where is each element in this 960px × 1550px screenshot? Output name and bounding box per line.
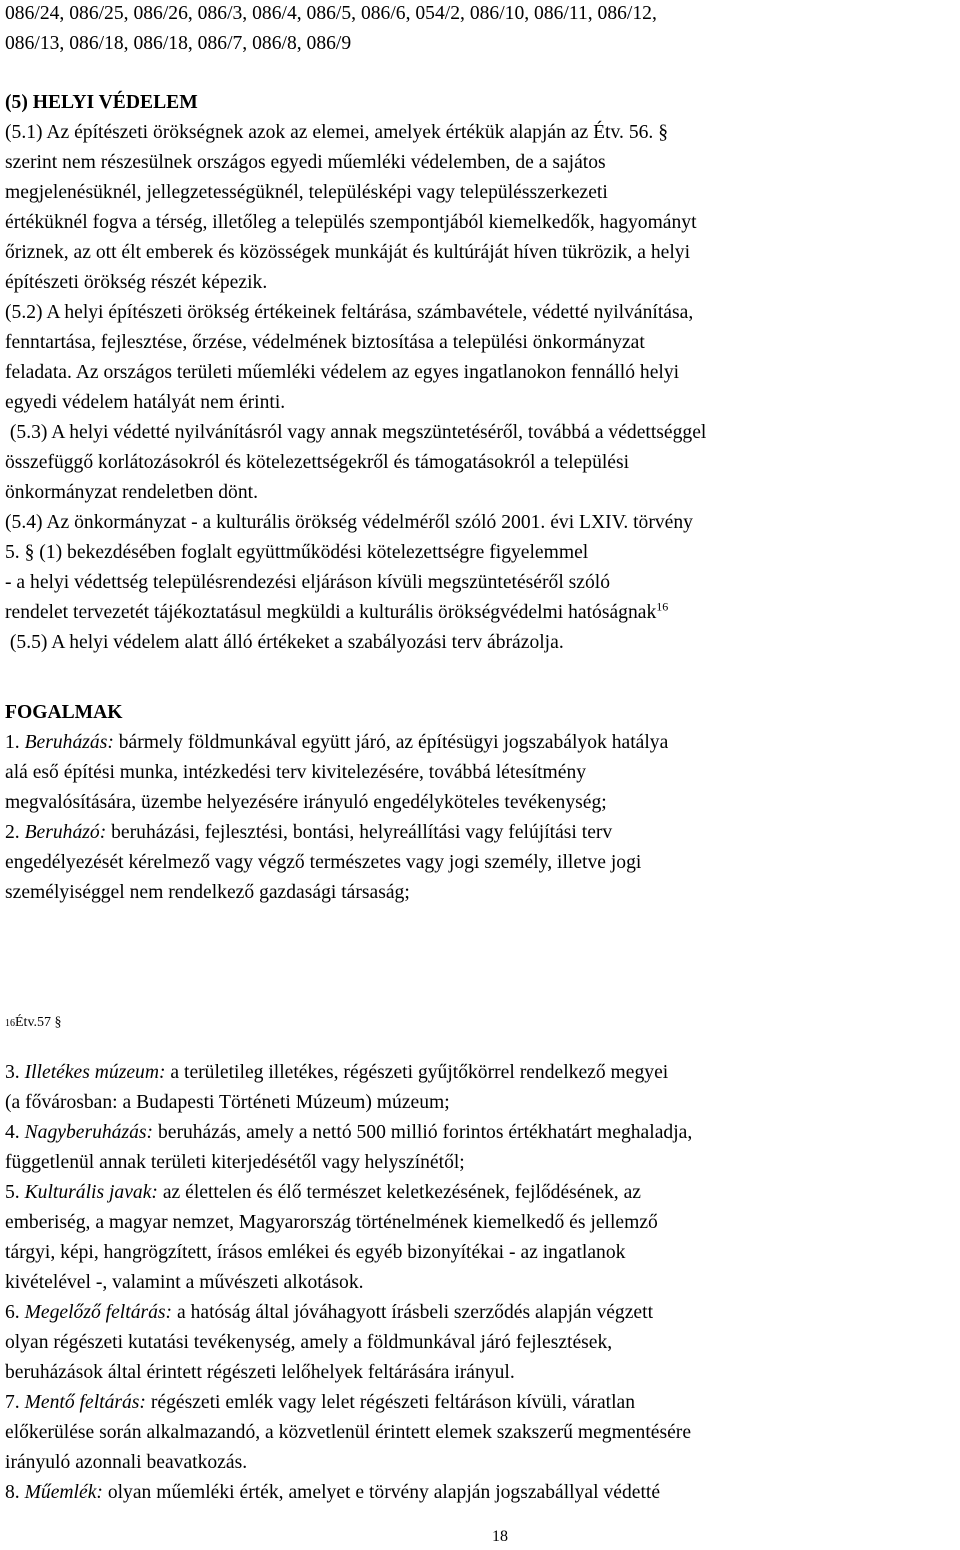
item-number: 3. — [5, 1062, 25, 1083]
defined-term: Illetékes múzeum: — [24, 1062, 166, 1083]
line-text: emberiség, a magyar nemzet, Magyarország történelmének kiemelkedő és jellemző — [5, 1212, 658, 1233]
line-text: beruházás, amely a nettó 500 millió forintos értékhatárt meghaladja, — [153, 1122, 693, 1143]
text-line — [5, 1453, 247, 1473]
line-text: a hatóság által jóváhagyott írásbeli szerződés alapján végzett — [172, 1302, 654, 1323]
text-line — [5, 1093, 450, 1113]
line-text: (a fővárosban: a Budapesti Történeti Múzeum) múzeum; — [5, 1092, 450, 1113]
line-text: olyan régészeti kutatási tevékenység, amely a földmunkával járó fejlesztések, — [5, 1332, 613, 1353]
defined-term: Nagyberuházás: — [24, 1122, 154, 1143]
line-text: (5.3) A helyi védetté nyilvánításról vagy annak megszüntetéséről, továbbá a védettséggel — [5, 422, 707, 443]
line-text: régészeti emlék vagy lelet régészeti feltáráson kívüli, váratlan — [145, 1392, 636, 1413]
text-line — [5, 1063, 668, 1083]
text-line — [5, 1243, 625, 1263]
line-text: (5) HELYI VÉDELEM — [5, 92, 198, 113]
text-line — [5, 1483, 660, 1503]
item-number: 4. — [5, 1122, 25, 1143]
line-text: megvalósítására, üzembe helyezésére irányuló engedélyköteles tevékenység; — [5, 792, 607, 813]
text-line — [5, 123, 668, 143]
text-line — [5, 1273, 364, 1293]
text-line — [5, 793, 607, 813]
defined-term: Mentő feltárás: — [24, 1392, 146, 1413]
line-text: építészeti örökség részét képezik. — [5, 272, 268, 293]
line-text: az élettelen és élő természet keletkezésének, fejlődésének, az — [157, 1182, 641, 1203]
line-text: kivételével -, valamint a művészeti alkotások. — [5, 1272, 364, 1293]
text-line — [5, 513, 693, 533]
text-line — [5, 733, 668, 753]
item-number: 2. — [5, 822, 25, 843]
footnote-number: 16 — [5, 1018, 15, 1029]
text-line — [5, 1213, 658, 1233]
text-line — [5, 183, 608, 203]
line-text: önkormányzat rendeletben dönt. — [5, 482, 258, 503]
item-number: 5. — [5, 1182, 25, 1203]
item-number: 1. — [5, 732, 25, 753]
text-line — [5, 1393, 635, 1413]
line-text: rendelet tervezetét tájékoztatásul megküldi a kulturális örökségvédelmi hatóságnak — [5, 602, 657, 623]
item-number: 6. — [5, 1302, 25, 1323]
text-line — [5, 1423, 691, 1443]
line-text: (5.5) A helyi védelem alatt álló értékeket a szabályozási terv ábrázolja. — [5, 632, 564, 653]
item-number: 8. — [5, 1482, 25, 1503]
text-line — [5, 213, 697, 233]
text-line — [5, 423, 706, 443]
line-text: őriznek, az ott élt emberek és közösségek munkáját és kultúráját híven tükrözik, a helyi — [5, 242, 691, 263]
section-heading — [5, 93, 198, 113]
defined-term: Beruházó: — [24, 822, 107, 843]
line-text: alá eső építési munka, intézkedési terv kivitelezésére, továbbá létesítmény — [5, 762, 587, 783]
text-line — [5, 393, 285, 413]
line-text: függetlenül annak területi kiterjedésétől vagy helyszínétől; — [5, 1152, 465, 1173]
item-number: 7. — [5, 1392, 25, 1413]
text-line — [5, 243, 690, 263]
line-text: irányuló azonnali beavatkozás. — [5, 1452, 248, 1473]
text-line — [5, 763, 586, 783]
line-text: beruházási, fejlesztési, bontási, helyreállítási vagy felújítási terv — [106, 822, 613, 843]
line-text: (5.2) A helyi építészeti örökség értékeinek feltárása, számbavétele, védetté nyilvánítása, — [5, 302, 694, 323]
defined-term: Megelőző feltárás: — [24, 1302, 173, 1323]
line-text: - a helyi védettség településrendezési eljáráson kívüli megszüntetéséről szóló — [5, 572, 611, 593]
text-line — [5, 543, 588, 563]
defined-term: Kulturális javak: — [24, 1182, 158, 1203]
line-text: feladata. Az országos területi műemléki védelem az egyes ingatlanokon fennálló helyi — [5, 362, 680, 383]
text-line — [5, 1363, 515, 1383]
page-number: 18 — [492, 1528, 508, 1545]
footnote — [5, 1015, 62, 1031]
text-line — [5, 34, 351, 54]
line-text: olyan műemléki érték, amelyet e törvény alapján jogszabállyal védetté — [102, 1482, 661, 1503]
line-text: összefüggő korlátozásokról és kötelezettségekről és támogatásokról a települési — [5, 452, 630, 473]
line-text: engedélyezését kérelmező vagy végző természetes vagy jogi személy, illetve jogi — [5, 852, 642, 873]
line-text: személyiséggel nem rendelkező gazdasági társaság; — [5, 882, 410, 903]
footnote-text: Étv.57 § — [15, 1015, 62, 1030]
text-line — [5, 1183, 641, 1203]
line-text: beruházások által érintett régészeti lelőhelyek feltárására irányul. — [5, 1362, 515, 1383]
footnote-reference: 16 — [656, 599, 669, 614]
text-line — [5, 1333, 612, 1353]
text-line — [5, 273, 267, 293]
line-text: bármely földmunkával együtt járó, az építésügyi jogszabályok hatálya — [113, 732, 669, 753]
text-line — [5, 153, 606, 173]
line-text: egyedi védelem hatályát nem érinti. — [5, 392, 286, 413]
section-heading — [5, 703, 123, 723]
line-text: 5. § (1) bekezdésében foglalt együttműködési kötelezettségre figyelemmel — [5, 542, 589, 563]
text-line — [5, 633, 564, 653]
line-text: szerint nem részesülnek országos egyedi műemléki védelemben, de a sajátos — [5, 152, 606, 173]
line-text: a területileg illetékes, régészeti gyűjtőkörrel rendelkező megyei — [165, 1062, 669, 1083]
line-text: tárgyi, képi, hangrögzített, írásos emlékei és egyéb bizonyítékai - az ingatlanok — [5, 1242, 626, 1263]
text-line — [5, 853, 641, 873]
line-text: 086/13, 086/18, 086/18, 086/7, 086/8, 086/9 — [5, 33, 352, 54]
text-line — [5, 599, 669, 623]
text-line — [5, 483, 258, 503]
line-text: megjelenésüknél, jellegzetességüknél, településképi vagy településszerkezeti — [5, 182, 608, 203]
document-page — [5, 0, 955, 1550]
text-line — [5, 453, 629, 473]
text-line — [5, 333, 645, 353]
line-text: 086/24, 086/25, 086/26, 086/3, 086/4, 086/5, 086/6, 054/2, 086/10, 086/11, 086/12, — [5, 3, 657, 24]
line-text: fenntartása, fejlesztése, őrzése, védelmének biztosítása a települési önkormányzat — [5, 332, 645, 353]
text-line — [5, 1153, 465, 1173]
text-line — [5, 363, 679, 383]
line-text: (5.4) Az önkormányzat - a kulturális örökség védelméről szóló 2001. évi LXIV. törvény — [5, 512, 693, 533]
text-line — [5, 573, 610, 593]
line-text: értéküknél fogva a térség, illetőleg a település szempontjából kiemelkedők, hagyományt — [5, 212, 697, 233]
line-text: előkerülése során alkalmazandó, a közvetlenül érintett elemek szakszerű megmentésére — [5, 1422, 692, 1443]
text-line — [5, 823, 612, 843]
text-line — [5, 303, 693, 323]
text-line — [5, 1123, 692, 1143]
line-text: (5.1) Az építészeti örökségnek azok az elemei, amelyek értékük alapján az Étv. 56. § — [5, 122, 669, 143]
line-text: FOGALMAK — [5, 702, 123, 723]
text-line — [5, 883, 410, 903]
text-line — [5, 1303, 653, 1323]
text-line — [5, 4, 657, 24]
defined-term: Beruházás: — [24, 732, 114, 753]
defined-term: Műemlék: — [24, 1482, 103, 1503]
